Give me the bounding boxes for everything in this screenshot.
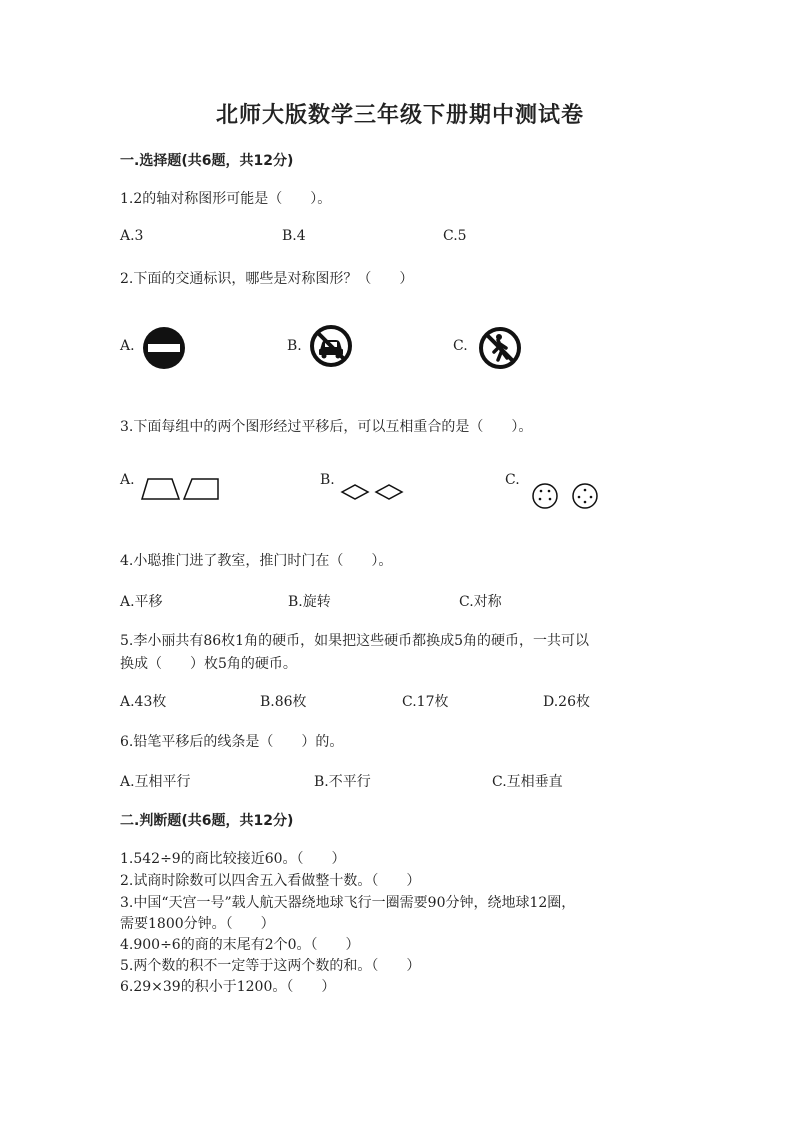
no-entry-sign-icon bbox=[142, 326, 186, 370]
q4-option-a: A.平移 bbox=[120, 594, 163, 610]
q3-option-c: C. bbox=[505, 472, 520, 488]
q1-option-c: C.5 bbox=[443, 228, 467, 244]
no-car-sign-icon bbox=[309, 324, 353, 368]
trapezoid-pair-icon bbox=[140, 476, 224, 502]
question-5-line-2: 换成（ ）枚5角的硬币。 bbox=[120, 656, 297, 672]
q4-option-c: C.对称 bbox=[459, 594, 502, 610]
no-pedestrian-sign-icon bbox=[478, 326, 522, 370]
question-2: 2.下面的交通标识，哪些是对称图形？（ ） bbox=[120, 271, 414, 287]
question-3: 3.下面每组中的两个图形经过平移后，可以互相重合的是（ ）。 bbox=[120, 419, 533, 435]
question-4: 4.小聪推门进了教室，推门时门在（ ）。 bbox=[120, 553, 393, 569]
q6-option-c: C.互相垂直 bbox=[492, 774, 563, 790]
diamond-pair-icon bbox=[340, 482, 406, 502]
judge-item-2: 2.试商时除数可以四舍五入看做整十数。（ ） bbox=[120, 873, 421, 889]
judge-item-3-line-1: 3.中国“天宫一号”载人航天器绕地球飞行一圈需要90分钟，绕地球12圈， bbox=[120, 895, 576, 911]
section-2-heading: 二.判断题(共6题，共12分) bbox=[120, 813, 294, 829]
q6-option-b: B.不平行 bbox=[314, 774, 371, 790]
question-5-line-1: 5.李小丽共有86枚1角的硬币，如果把这些硬币都换成5角的硬币，一共可以 bbox=[120, 633, 589, 649]
question-1: 1.2的轴对称图形可能是（ ）。 bbox=[120, 191, 332, 207]
q2-option-b: B. bbox=[287, 338, 302, 354]
q5-option-a: A.43枚 bbox=[120, 694, 167, 710]
q1-option-b: B.4 bbox=[282, 228, 306, 244]
judge-item-5: 5.两个数的积不一定等于这两个数的和。（ ） bbox=[120, 958, 421, 974]
section-1-heading: 一.选择题(共6题，共12分) bbox=[120, 153, 294, 169]
q2-option-c: C. bbox=[453, 338, 468, 354]
judge-item-3-line-2: 需要1800分钟。（ ） bbox=[120, 916, 275, 932]
q5-option-b: B.86枚 bbox=[260, 694, 307, 710]
q3-option-a: A. bbox=[120, 472, 135, 488]
judge-item-6: 6.29×39的积小于1200。（ ） bbox=[120, 979, 336, 995]
judge-item-1: 1.542÷9的商比较接近60。（ ） bbox=[120, 851, 346, 867]
page-title: 北师大版数学三年级下册期中测试卷 bbox=[215, 103, 584, 128]
q4-option-b: B.旋转 bbox=[288, 594, 331, 610]
question-6: 6.铅笔平移后的线条是（ ）的。 bbox=[120, 734, 344, 750]
q1-option-a: A.3 bbox=[120, 228, 144, 244]
q5-option-d: D.26枚 bbox=[543, 694, 590, 710]
q2-option-a: A. bbox=[120, 338, 135, 354]
q3-option-b: B. bbox=[320, 472, 335, 488]
judge-item-4: 4.900÷6的商的末尾有2个0。（ ） bbox=[120, 937, 360, 953]
q5-option-c: C.17枚 bbox=[402, 694, 449, 710]
dotted-circle-pair-icon bbox=[530, 482, 602, 510]
q6-option-a: A.互相平行 bbox=[120, 774, 191, 790]
